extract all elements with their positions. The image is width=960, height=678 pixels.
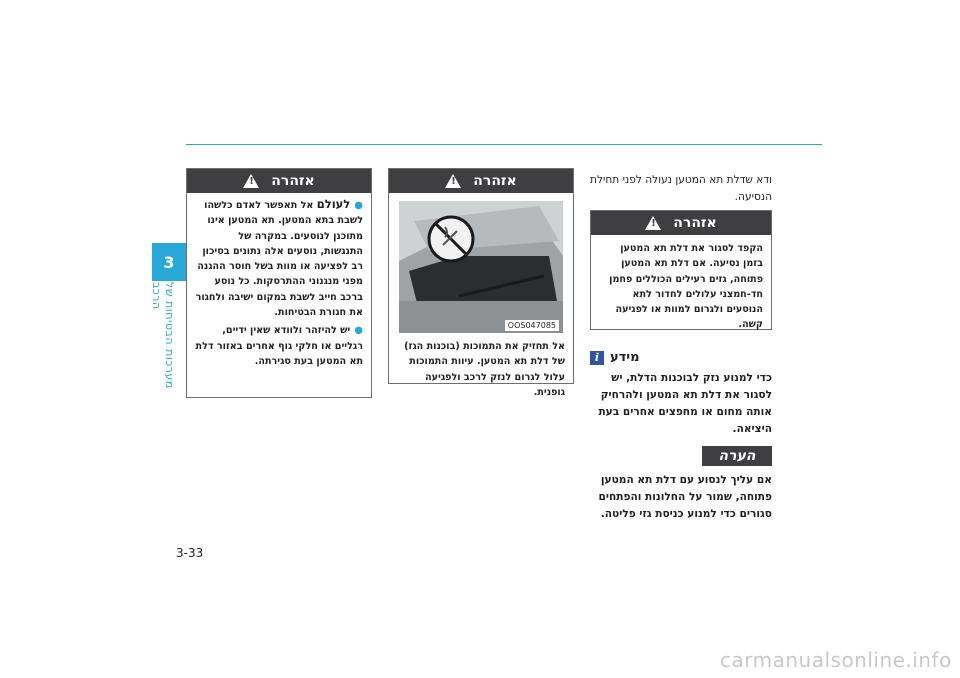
warning-header (389, 169, 573, 193)
info-icon: i (590, 351, 604, 365)
bullet-icon: ● (354, 325, 363, 337)
middle-warning-text: אל תחזיק את התמוכות (בוכנות הגז) של דלת תא המטען. עיוות התמוכות עלול לגרום לנזק לרכב ולפגיעה גופנית. (404, 341, 565, 398)
notice-label: הערה (702, 446, 772, 466)
warning-triangle-icon: ! (445, 174, 461, 188)
image-code-label: OOS047085 (505, 320, 559, 331)
watermark: carmanualsonline.info (720, 648, 952, 672)
warning-header (591, 211, 771, 235)
warning-paragraph-1-lead: לעולם (316, 197, 351, 211)
right-warning-box (590, 210, 772, 330)
warning-header (187, 169, 371, 193)
chapter-number-tab: 3 (152, 243, 186, 281)
warning-paragraph-1 (193, 197, 363, 320)
notice-text: אם עליך לנסוע עם דלת תא המטען פתוחה, שמור על החלונות והפתחים סגורים כדי למנוע כניסת גזי פליטה. (598, 474, 772, 520)
tailgate-strut-illustration (399, 201, 563, 333)
note-title: מידע (610, 350, 640, 365)
warning-header-label: אזהרה (673, 215, 717, 231)
warning-paragraph-2 (193, 323, 363, 369)
tailgate-illustration-svg (399, 201, 563, 333)
note-text: כדי למנוע נזק לבוכנות הדלת, יש לסגור את דלת תא המטען ולהרחיק אותה מחום או מחפצים אחרים בעת היציאה. (598, 372, 772, 435)
bullet-icon: ● (354, 200, 363, 211)
warning-triangle-icon: ! (645, 216, 661, 230)
warning-triangle-icon: ! (243, 174, 259, 188)
note-heading (590, 350, 772, 365)
middle-warning-box (388, 168, 574, 398)
warning-header-label: אזהרה (271, 173, 315, 189)
warning-header-label: אזהרה (473, 173, 517, 189)
page-number: 3-33 (176, 546, 204, 560)
top-rule (186, 144, 822, 145)
left-warning-text (187, 193, 371, 369)
right-warning-text: הקפד לסגור את דלת תא המטען בזמן נסיעה. אם דלת תא המטען פתוחה, גזים רעילים הכוללים פחמן חד-חמצני עלולים לחדור לתא הנוסעים ולגרום למוות או לפגיעה קשה. (609, 243, 763, 331)
left-warning-box (186, 168, 372, 398)
warning-paragraph-2-body: יש להיזהר ולוודא שאין ידיים, רגליים או חלקי גוף אחרים באזור דלת תא המטען בעת סגירתה. (195, 325, 363, 367)
intro-text: ודא שדלת תא המטען נעולה לפני תחילת הנסיעה. (590, 174, 772, 203)
chapter-title-vertical: מערכות הבטיחות של הרכב (150, 282, 176, 389)
warning-paragraph-1-body: אל תאפשר לאדם כלשהו לשבת בתא המטען. תא המטען אינו מתוכנן לנוסעים. במקרה של התנגשות, נוסעים אלה נתונים בסיכון רב לפציעה או מוות בשל חוסר ההגנה מפני מנגנוני ההתרסקות. כל נוסע ברכב חייב לשבת במקום ישיבה ולחגור את חגורת הבטיחות. (195, 200, 363, 319)
